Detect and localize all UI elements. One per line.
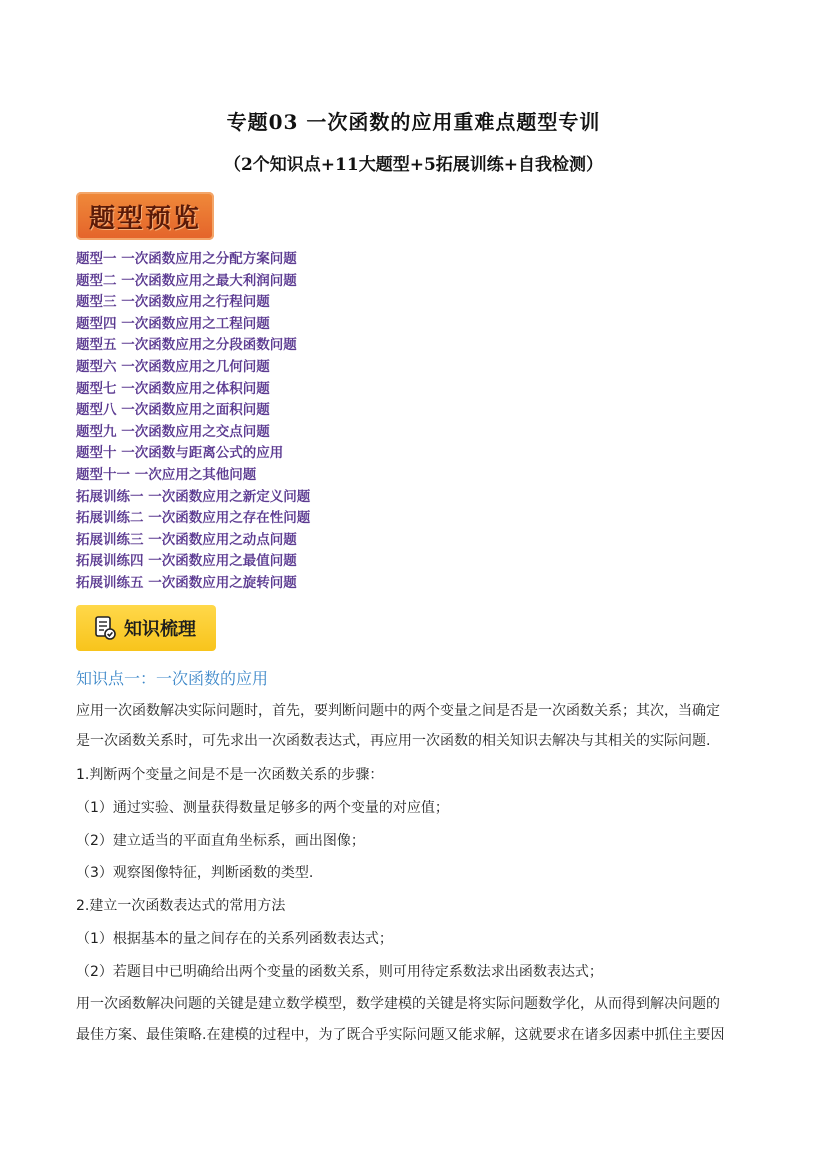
toc-item[interactable]: 拓展训练一 一次函数应用之新定义问题 [76, 488, 311, 505]
paragraph-line: （2）建立适当的平面直角坐标系，画出图像； [76, 833, 365, 849]
paragraph-line: 2.建立一次函数表达式的常用方法 [76, 898, 286, 914]
section-heading: 知识点一：一次函数的应用 [76, 669, 269, 688]
paragraph-line: 1.判断两个变量之间是不是一次函数关系的步骤： [76, 767, 384, 783]
page-title: 专题03 一次函数的应用重难点题型专训 [226, 110, 601, 134]
paragraph-line: （3）观察图像特征，判断函数的类型. [76, 865, 314, 881]
toc-item[interactable]: 拓展训练三 一次函数应用之动点问题 [76, 531, 297, 548]
paragraph-line: （1）通过实验、测量获得数量足够多的两个变量的对应值； [76, 800, 449, 816]
preview-banner-label: 题型预览 [88, 203, 201, 234]
toc-item[interactable]: 拓展训练五 一次函数应用之旋转问题 [76, 574, 297, 591]
toc-item[interactable]: 题型八 一次函数应用之面积问题 [76, 402, 270, 419]
toc-item[interactable]: 题型四 一次函数应用之工程问题 [76, 315, 270, 332]
page-subtitle: （2个知识点+11大题型+5拓展训练+自我检测） [223, 155, 604, 175]
table-of-contents [76, 249, 476, 595]
paragraph-line: 最佳方案、最佳策略.在建模的过程中，为了既合乎实际问题又能求解，这就要求在诸多因素中抓住主要因 [76, 1027, 725, 1043]
toc-item[interactable]: 题型十 一次函数与距离公式的应用 [76, 445, 284, 462]
paragraph-line: 用一次函数解决问题的关键是建立数学模型，数学建模的关键是将实际问题数学化，从而得到解决问题的 [76, 996, 720, 1012]
toc-item[interactable]: 拓展训练四 一次函数应用之最值问题 [76, 553, 297, 570]
document-check-icon [94, 615, 116, 641]
toc-item[interactable]: 题型六 一次函数应用之几何问题 [76, 358, 270, 375]
toc-item[interactable]: 题型九 一次函数应用之交点问题 [76, 423, 270, 440]
knowledge-banner-label: 知识梳理 [124, 619, 196, 640]
paragraph-line: 应用一次函数解决实际问题时，首先，要判断问题中的两个变量之间是否是一次函数关系；其次，当确定 [76, 703, 720, 719]
toc-item[interactable]: 题型三 一次函数应用之行程问题 [76, 294, 270, 311]
toc-item[interactable]: 题型七 一次函数应用之体积问题 [76, 380, 270, 397]
toc-item[interactable]: 题型二 一次函数应用之最大利润问题 [76, 272, 297, 289]
paragraph-line: （2）若题目中已明确给出两个变量的函数关系，则可用待定系数法求出函数表达式； [76, 964, 603, 980]
toc-item[interactable]: 题型五 一次函数应用之分段函数问题 [76, 337, 297, 354]
toc-item[interactable]: 题型十一 一次应用之其他问题 [76, 466, 257, 483]
paragraph-line: 是一次函数关系时，可先求出一次函数表达式，再应用一次函数的相关知识去解决与其相关的实际问题. [76, 733, 711, 749]
paragraph-line: （1）根据基本的量之间存在的关系列函数表达式； [76, 931, 393, 947]
toc-item[interactable]: 拓展训练二 一次函数应用之存在性问题 [76, 510, 311, 527]
question-type-preview-banner [76, 192, 214, 240]
knowledge-summary-banner [76, 605, 216, 651]
toc-item[interactable]: 题型一 一次函数应用之分配方案问题 [76, 251, 297, 267]
